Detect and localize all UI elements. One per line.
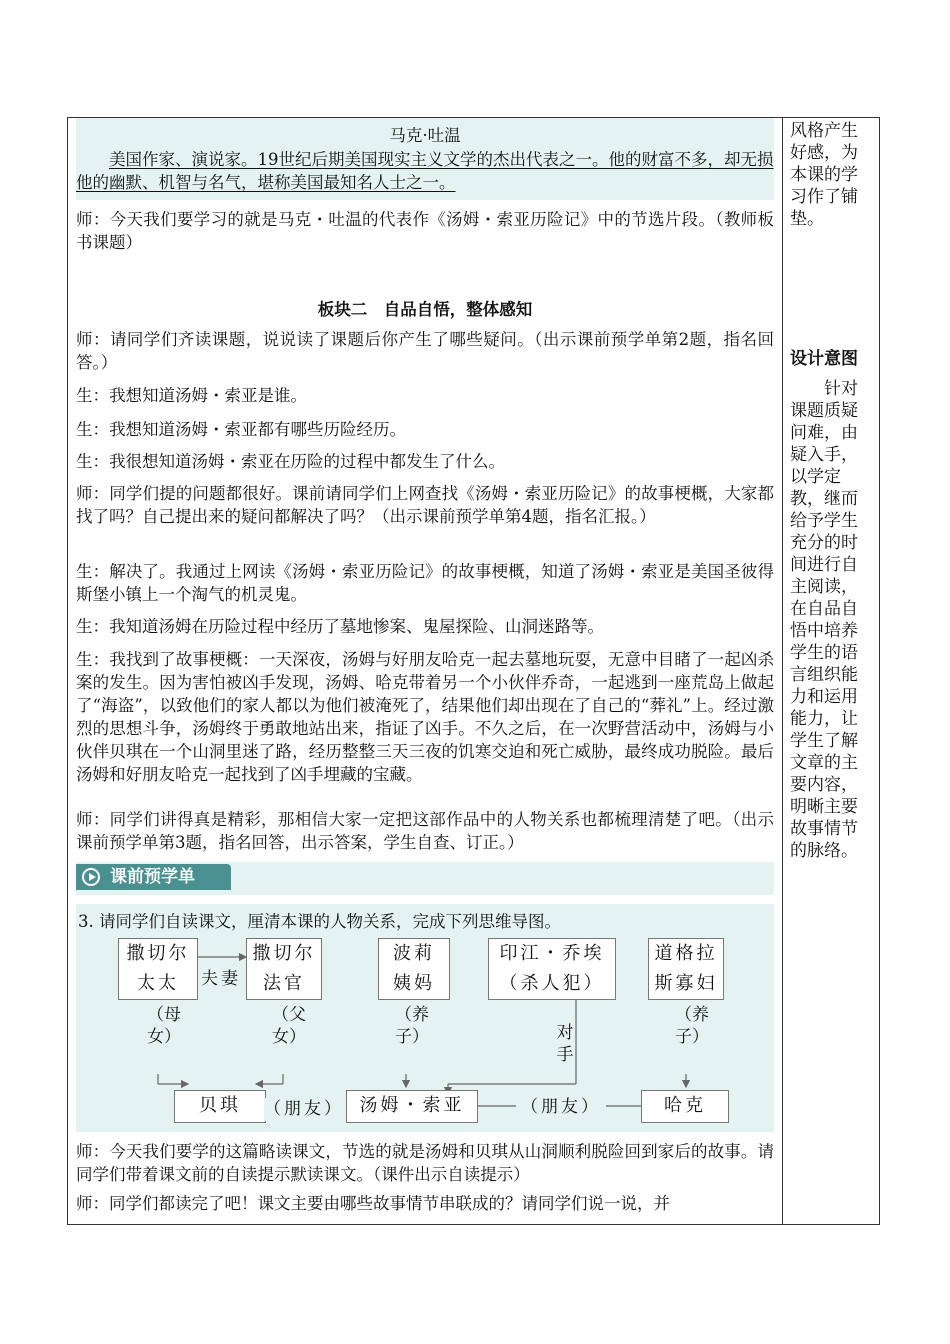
node-huck: 哈克	[641, 1090, 729, 1123]
node-label: 斯寡妇	[654, 973, 718, 994]
node-label: 法官	[263, 973, 305, 994]
paragraph: 师：同学们提的问题都很好。课前请同学们上网查找《汤姆・索亚历险记》的故事梗概，大家都找了吗？自己提出来的疑问都解决了吗？（出示课前预学单第4题，指名汇报。）	[76, 484, 774, 526]
paragraph: 生：解决了。我通过上网读《汤姆・索亚历险记》的故事梗概，知道了汤姆・索亚是美国圣彼得斯堡小镇上一个淘气的机灵鬼。	[76, 562, 774, 604]
node-label: 波莉	[393, 943, 435, 964]
design-intent-heading: 设计意图	[790, 349, 858, 369]
paragraph: 师：同学们都读完了吧！课文主要由哪些故事情节串联成的？请同学们说一说，并	[76, 1194, 670, 1213]
node-label: （杀人犯）	[499, 973, 605, 994]
label-opponent: 对手	[556, 1023, 574, 1065]
paragraph: 师：今天我们要学习的就是马克・吐温的代表作《汤姆・索亚历险记》中的节选片段。（教师板书课题）	[76, 210, 774, 252]
label-mother-daughter: （母女）	[147, 1005, 181, 1047]
column-divider	[782, 118, 783, 1224]
node-tom-sawyer: 汤姆・索亚	[346, 1090, 478, 1123]
side-top-note: 风格产生好感，为本课的学习作了铺垫。	[790, 121, 858, 229]
bio-title: 马克·吐温	[389, 126, 461, 145]
node-widow-douglas	[648, 938, 724, 1000]
paragraph: 生：我找到了故事梗概：一天深夜，汤姆与好朋友哈克一起去墓地玩耍，无意中目睹了一起凶杀案的发生。因为害怕被凶手发现，汤姆、哈克带着另一个小伙伴乔奇，一起逃到一座荒岛上做起了“海盗”，以致他们的家人都以为他们被淹死了，结果他们却出现在了自己的“葬礼”上。经过激烈的思想斗争，汤姆终于勇敢地站出来，指证了凶手。不久之后，在一次野营活动中，汤姆与小伙伴贝琪在一个山洞里迷了路，经历整整三天三夜的饥寒交迫和死亡威胁，最终成功脱险。最后汤姆和好朋友哈克一起找到了凶手埋藏的宝藏。	[76, 650, 774, 784]
node-label: 太太	[137, 973, 179, 994]
paragraph: 生：我想知道汤姆・索亚都有哪些历险经历。	[76, 420, 406, 439]
label-father-daughter: （父女）	[272, 1005, 306, 1047]
lesson-table	[67, 117, 880, 1225]
node-label: 姨妈	[393, 973, 435, 994]
node-label: 印江・乔埃	[499, 943, 605, 964]
paragraph: 生：我想知道汤姆・索亚是谁。	[76, 386, 307, 405]
node-mrs-thatcher	[118, 938, 198, 1000]
label-adopted-son-polly: （养子）	[395, 1005, 429, 1047]
paragraph: 师：同学们讲得真是精彩，那相信大家一定把这部作品中的人物关系也都梳理清楚了吧。（出示课前预学单第3题，指名回答，出示答案，学生自查、订正。）	[76, 810, 774, 852]
banner-tab	[76, 864, 231, 890]
label-friend-becky: （朋友）	[264, 1099, 344, 1119]
mind-map	[76, 904, 774, 1132]
bio-text: 美国作家、演说家。19世纪后期美国现实主义文学的杰出代表之一。他的财富不多，却无损他的幽默、机智与名气，堪称美国最知名人士之一。	[76, 150, 774, 192]
paragraph: 生：我知道汤姆在历险过程中经历了墓地惨案、鬼屋探险、山洞迷路等。	[76, 617, 604, 636]
node-label: 撒切尔	[252, 943, 316, 964]
paragraph: 师：请同学们齐读课题，说说读了课题后你产生了哪些疑问。（出示课前预学单第2题，指名回答。）	[76, 330, 774, 372]
paragraph: 师：今天我们要学的这篇略读课文，节选的就是汤姆和贝琪从山洞顺利脱险回到家后的故事。请同学们带着课文前的自读提示默读课文。（课件出示自读提示）	[76, 1142, 774, 1184]
node-judge-thatcher	[246, 938, 322, 1000]
node-becky: 贝琪	[174, 1090, 266, 1123]
section-title: 板块二 自品自悟，整体感知	[317, 300, 533, 319]
preview-sheet-banner	[76, 862, 774, 895]
node-label: 撒切尔	[126, 943, 190, 964]
banner-label: 课前预学单	[110, 867, 195, 887]
play-circle-icon	[82, 868, 100, 886]
node-injun-joe	[488, 938, 616, 1000]
label-friend-huck: （朋友）	[516, 1096, 606, 1119]
node-aunt-polly	[378, 938, 450, 1000]
design-intent-note: 针对课题质疑问难，由疑入手，以学定教，继而给予学生充分的时间进行自主阅读，在自品自悟中培养学生的语言组织能力和运用能力，让学生了解文章的主要内容，明晰主要故事情节的脉络。	[790, 379, 858, 861]
mindmap-question: 3. 请同学们自读课文，厘清本课的人物关系，完成下列思维导图。	[78, 912, 561, 931]
author-bio-box	[76, 118, 774, 200]
label-adopted-son-douglas: （养子）	[675, 1005, 709, 1047]
label-couple: 夫妻	[201, 969, 241, 989]
paragraph: 生：我很想知道汤姆・索亚在历险的过程中都发生了什么。	[76, 452, 505, 471]
node-label: 道格拉	[654, 943, 718, 964]
